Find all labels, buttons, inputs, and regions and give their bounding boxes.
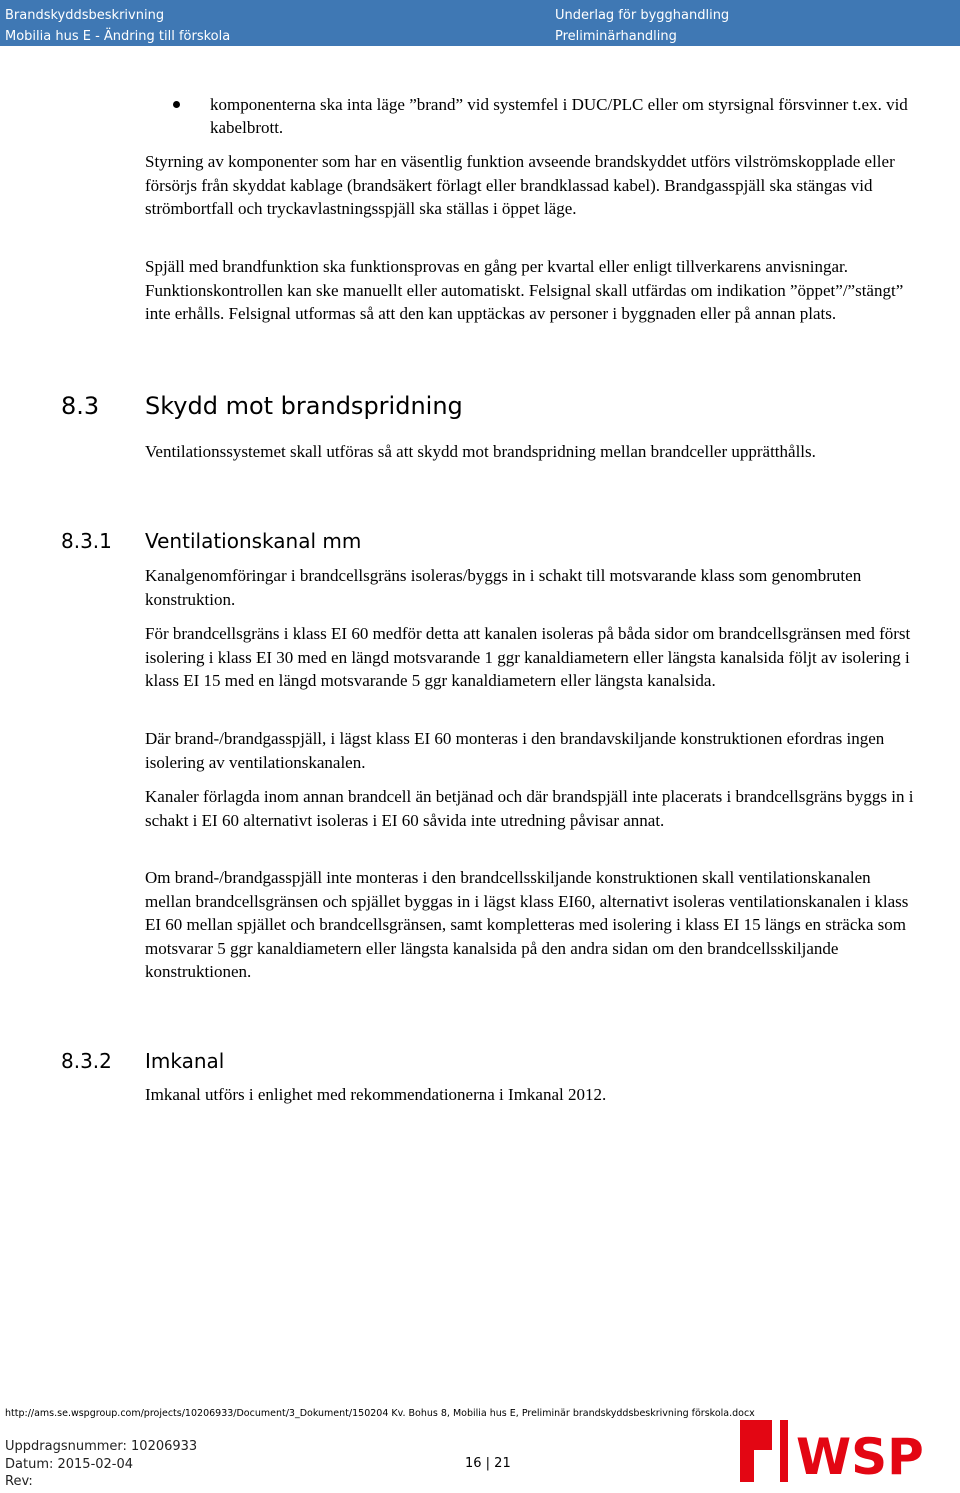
paragraph-imkanal: Imkanal utförs i enlighet med rekommendationerna i Imkanal 2012.: [145, 1085, 607, 1104]
document-title: Brandskyddsbeskrivning: [5, 8, 165, 23]
bullet-dot-icon: [173, 101, 180, 108]
header-left: [5, 5, 230, 47]
heading-number: 8.3.1: [61, 529, 112, 553]
footer-file-path: http://ams.se.wspgroup.com/projects/10206933/Document/3_Dokument/150204 Kv. Bohus 8, Mobilia hus E, Preliminär brandskyddsbeskrivning förskola.docx: [5, 1408, 755, 1419]
paragraph-spjall-monteras: Där brand-/brandgasspjäll, i lägst klass EI 60 monteras i den brandavskiljande konstruktionen efordras ingen isolering av ventilationskanalen.: [145, 729, 885, 772]
paragraph-ventilationssystemet: Ventilationssystemet skall utföras så att skydd mot brandspridning mellan brandceller upprätthålls.: [145, 442, 816, 461]
bullet-item: [175, 93, 915, 139]
logo-text: WSP: [796, 1428, 924, 1486]
paragraph-kanaler: Kanaler förlagda inom annan brandcell än betjänad och där brandspjäll inte placerats i brandcellsgräns byggs in i schakt i EI 60 alternativt isoleras i EI 60 såvida inte utredning påvisar annat.: [145, 787, 914, 830]
project-name: Mobilia hus E - Ändring till förskola: [5, 29, 231, 44]
paragraph-ei60: För brandcellsgräns i klass EI 60 medför detta att kanalen isoleras på båda sidor om brandcellsgränsen med först isolering i klass EI 30 med en längd motsvarande 1 ggr kanaldiametern eller längsta kanalsida följt av isolering i klass EI 15 med en längd motsvarande 5 ggr kanaldiametern eller längsta kanalsida.: [145, 624, 911, 690]
header-right: [555, 5, 729, 47]
heading-title: Skydd mot brandspridning: [145, 392, 463, 420]
page-number: 16 | 21: [465, 1456, 511, 1471]
paragraph-styrning: Styrning av komponenter som har en väsentlig funktion avseende brandskyddet utförs vilströmskopplade eller försörjs från skyddat kablage (brandsäkert förlagt eller brandklassad kabel). Brandgasspjäll ska stängas vid strömbortfall och tryckavlastningsspjäll ska ställas i öppet läge.: [145, 152, 895, 218]
logo-red-bar: [780, 1420, 788, 1482]
paragraph-spjall: Spjäll med brandfunktion ska funktionsprovas en gång per kvartal eller enligt tillverkarens anvisningar. Funktionskontrollen kan ske manuellt eller automatiskt. Felsignal skall utfärdas om indikation ”öppet”/”stängt” inte erhålls. Felsignal utformas så att den kan upptäckas av personer i byggnaden eller på annan plats.: [145, 257, 904, 323]
heading-8-3-1: [61, 529, 361, 553]
heading-number: 8.3.2: [61, 1049, 112, 1073]
heading-8-3-2: [61, 1049, 224, 1073]
document-status: Preliminärhandling: [555, 29, 677, 44]
page-header: [0, 0, 960, 46]
heading-8-3: [61, 392, 463, 420]
bullet-text: komponenterna ska inta läge ”brand” vid systemfel i DUC/PLC eller om styrsignal försvinner t.ex. vid kabelbrott.: [210, 95, 908, 137]
heading-title: Ventilationskanal mm: [145, 529, 362, 553]
paragraph-om-spjall: Om brand-/brandgasspjäll inte monteras i den brandcellsskiljande konstruktionen skall ventilationskanalen mellan brandcellsgränsen och spjället byggas in i lägst klass EI60, alternativt isoleras ventilationskanalen i klass EI 60 mellan spjället och brandcellsgränsen, samt kompletteras med isolering i klass EI 15 längs en sträcka som motsvarar 5 ggr kanaldiametern eller längsta kanalsida på den andra sidan om den brandcellsskiljande konstruktionen.: [145, 868, 909, 981]
heading-number: 8.3: [61, 392, 100, 420]
footer-datum: Datum: 2015-02-04: [5, 1457, 134, 1472]
wsp-logo-icon: [740, 1416, 950, 1486]
paragraph-kanalgenomforingar: Kanalgenomföringar i brandcellsgräns isoleras/byggs in i schakt till motsvarande klass som genombruten konstruktion.: [145, 566, 862, 609]
heading-title: Imkanal: [145, 1049, 225, 1073]
footer-rev: Rev:: [5, 1474, 33, 1489]
document-purpose: Underlag för bygghandling: [555, 8, 730, 23]
logo-red-block: [740, 1420, 772, 1482]
footer-uppdragsnummer: Uppdragsnummer: 10206933: [5, 1439, 198, 1454]
